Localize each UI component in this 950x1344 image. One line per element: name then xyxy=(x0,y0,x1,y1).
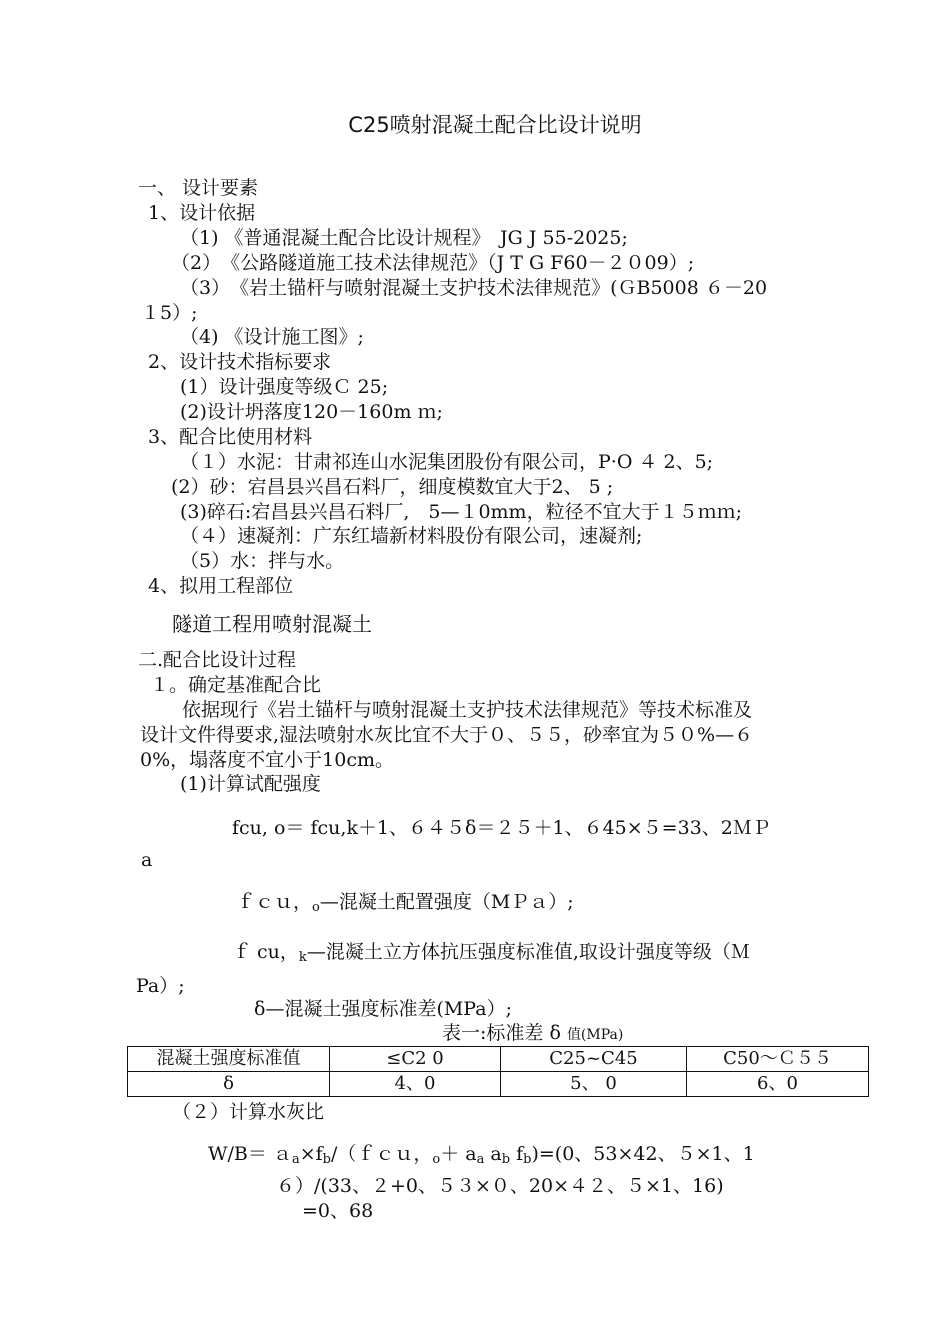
table-cell: 5、 0 xyxy=(501,1072,687,1097)
calc-strength-heading: (1)计算试配强度 xyxy=(180,773,321,795)
def1-text: —混凝土配置强度（MＰａ）; xyxy=(319,891,574,913)
wb-part: W/B＝ ａ xyxy=(208,1143,292,1165)
wb-sub: b xyxy=(501,1152,511,1167)
basis-heading: 1、设计依据 xyxy=(148,202,256,224)
wb-part: a xyxy=(484,1143,502,1165)
basis-item-1: （1) 《普通混凝土配合比设计规程》 JG J 55-2025; xyxy=(180,227,628,249)
basis-item-4: （4) 《设计施工图》; xyxy=(180,326,364,348)
wb-sub: a xyxy=(476,1152,485,1167)
wb-heading: （２）计算水灰比 xyxy=(172,1101,325,1123)
table-header-cell: C50～Ｃ５５ xyxy=(687,1047,869,1072)
wb-formula-line-1 xyxy=(208,1142,755,1172)
table-caption-main: 表一:标准差 δ xyxy=(442,1022,561,1044)
def1-symbol: ｆｃｕ， xyxy=(236,891,313,913)
section-2-heading: 二.配合比设计过程 xyxy=(138,649,297,671)
wb-part: )=(0、53×42、５×1、1 xyxy=(531,1143,755,1165)
wb-sub: o xyxy=(432,1152,441,1167)
definition-fcuk xyxy=(232,940,750,970)
material-item-3: (3)碎石:宕昌县兴昌石料厂, 5—１0mm，粒径不宜大于１５ｍｍ; xyxy=(180,501,742,523)
table-header-cell: ≤C2 0 xyxy=(330,1047,501,1072)
wb-sub: b xyxy=(523,1152,532,1167)
location-text: 隧道工程用喷射混凝土 xyxy=(172,612,372,636)
definition-fcuk-cont: Pa）; xyxy=(136,975,185,997)
step-1-heading: １。确定基准配合比 xyxy=(150,674,322,696)
location-heading: 4、拟用工程部位 xyxy=(148,575,294,597)
table-header-cell: 混凝土强度标准值 xyxy=(128,1047,330,1072)
wb-part: f xyxy=(510,1143,524,1165)
paragraph-line-3: 0%，塌落度不宜小于10cm。 xyxy=(140,749,394,771)
formula-o: o＝ xyxy=(274,817,305,839)
strength-formula xyxy=(232,816,771,840)
indicator-item-1: (1）设计强度等级Ｃ 25; xyxy=(180,376,389,398)
wb-formula-line-2: ６）/(33、２+0、５３×０、20×４２、５×1、16) xyxy=(276,1175,724,1197)
wb-part: ×f xyxy=(299,1143,323,1165)
material-item-5: （5）水：拌与水。 xyxy=(180,550,345,572)
def2-symbol: ｆ cu， xyxy=(232,941,299,963)
wb-part: ＋ a xyxy=(440,1143,477,1165)
table-header-row xyxy=(128,1047,869,1072)
basis-item-3: （3） 《岩土锚杆与喷射混凝土支护技术法律规范》(ＧB5008 ６－20 xyxy=(180,277,768,299)
definition-delta: δ—混凝土强度标准差(MPa）; xyxy=(254,998,512,1020)
wb-sub: a xyxy=(291,1152,300,1167)
table-cell: 6、0 xyxy=(687,1072,869,1097)
material-item-4: （４）速凝剂：广东红墙新材料股份有限公司，速凝剂; xyxy=(180,525,643,547)
def1-sub: o xyxy=(312,900,320,915)
wb-sub: b xyxy=(322,1152,331,1167)
table-header-cell: C25~C45 xyxy=(501,1047,687,1072)
paragraph-line-1: 依据现行《岩土锚杆与喷射混凝土支护技术法律规范》等技术标准及 xyxy=(182,699,753,721)
def2-sub: k xyxy=(298,950,307,965)
indicators-heading: 2、设计技术指标要求 xyxy=(148,351,332,373)
material-item-2: (2）砂：宕昌县兴昌石料厂，细度模数宜大于2、 5 ; xyxy=(171,476,614,498)
wb-part: /（ｆｃｕ， xyxy=(330,1143,433,1165)
table-cell: δ xyxy=(128,1072,330,1097)
page-title: C25喷射混凝土配合比设计说明 xyxy=(348,113,642,137)
basis-item-2: （2） 《公路隧道施工技术法律规范》（J T G F60－２０09）; xyxy=(171,252,695,274)
table-caption-unit: 值(MPa) xyxy=(566,1027,624,1043)
standard-deviation-table xyxy=(127,1046,869,1097)
table-cell: 4、0 xyxy=(330,1072,501,1097)
formula-fcu: fcu, xyxy=(232,817,268,839)
material-item-1: （１）水泥：甘肃祁连山水泥集团股份有限公司，P·O ４ 2、5; xyxy=(180,451,714,473)
table-caption xyxy=(442,1021,623,1047)
formula-fcuk: fcu,k xyxy=(310,817,358,839)
table-row xyxy=(128,1072,869,1097)
definition-fcuo xyxy=(236,890,574,920)
indicator-item-2: (2)设计坍落度120－160m ｍ; xyxy=(180,401,443,423)
materials-heading: 3、配合比使用材料 xyxy=(148,426,313,448)
basis-item-3-cont: １5）; xyxy=(141,302,198,324)
section-1-heading: 一、 设计要素 xyxy=(138,177,259,199)
wb-result: =0、68 xyxy=(302,1200,374,1222)
formula-rhs: ＋1、６４５δ＝２５＋1、６45×５=33、2ＭＰ xyxy=(357,817,771,839)
strength-formula-cont: a xyxy=(141,849,153,871)
paragraph-line-2: 设计文件得要求,湿法喷射水灰比宜不大于０、５５，砂率宜为５０%—６ xyxy=(140,724,754,746)
def2-text: —混凝土立方体抗压强度标准值,取设计强度等级（Ｍ xyxy=(306,941,750,963)
